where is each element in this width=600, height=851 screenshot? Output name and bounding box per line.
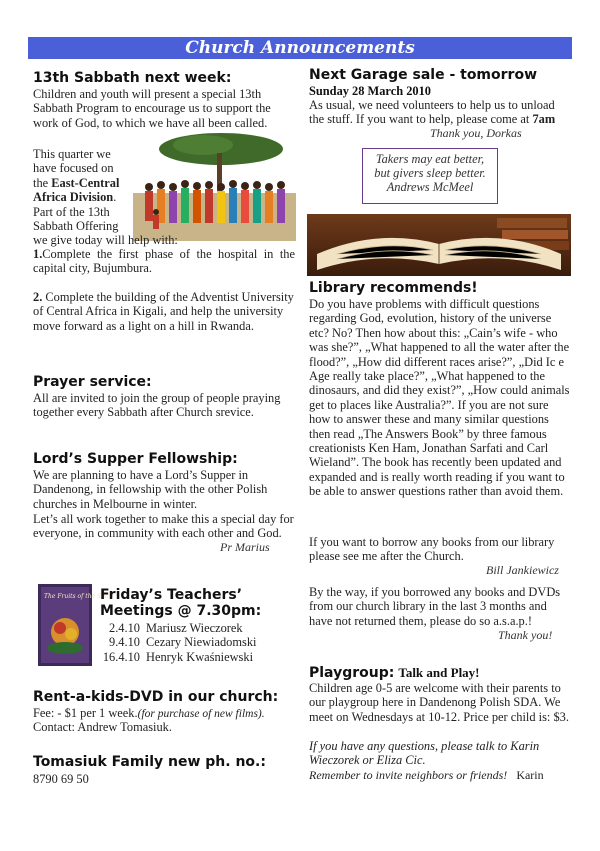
library-text: Do you have problems with difficult questions regarding God, evolution, history of the universe etc? No? Then how about this: „Cain’s wife - who was she?”, „What happened to all the water after the flood?”, „How did different races arise?”, „Did Ic e Age really take place?”, „What happened to the dinosaurs, and did they exist?”, „How could animals get to places like Australia?”. If you are not sure how to answer these and many similar questions then read „The Answers Book” by three famous creationists Ken Ham, Jonathan Sarfati and Carl Wieland”. The book has recently been updated and expanded and is really worth reading if you want to be able to answer questions rather than avoid them.: [309, 297, 570, 499]
teachers-meetings-table: [100, 621, 262, 664]
dvd-fee: Fee: - $1 per 1 week.(for purchase of new films).: [33, 706, 265, 720]
sabbath-focus: This quarter we have focused on the East-Central Africa Division. Part of the 13th Sabbath Offering: [33, 147, 120, 234]
library-signature: Bill Jankiewicz: [486, 563, 559, 577]
sabbath-heading: 13th Sabbath next week:: [33, 70, 232, 86]
library-text-2: If you want to borrow any books from our library please see me after the Church.: [309, 535, 555, 564]
open-book-photo: [307, 214, 571, 276]
library-thanks: Thank you!: [498, 628, 553, 642]
dvd-heading: Rent-a-kids-DVD in our church:: [33, 689, 279, 705]
sabbath-help-intro: we give today will help with:: [33, 233, 178, 247]
playgroup-reminder: Remember to invite neighbors or friends! Karin: [309, 768, 544, 782]
phone-heading: Tomasiuk Family new ph. no.:: [33, 754, 266, 770]
library-text-3: By the way, if you borrowed any books and DVDs from our church library in the last 3 months and have not returned them, please do so a.s.a.p.!: [309, 585, 561, 628]
sabbath-intro: Children and youth will present a special 13th Sabbath Program to encourage us to support the work of God, to which we have all been called.: [33, 87, 271, 130]
quote-line-2: but givers sleep better.: [374, 166, 486, 180]
teachers-heading: Friday’s Teachers’ Meetings @ 7.30pm:: [100, 587, 262, 619]
dvd-cover-image: [38, 584, 115, 666]
phone-number: 8790 69 50: [33, 772, 89, 786]
supper-heading: Lord’s Supper Fellowship:: [33, 451, 238, 467]
table-row: 16.4.10 Henryk Kwaśniewski: [102, 649, 254, 664]
sabbath-item-2: 2. Complete the building of the Adventist University of Central Africa in Kigali, and help the university move forward as a light on a hill in Rwanda.: [33, 290, 294, 333]
supper-text-1: We are planning to have a Lord’s Supper in Dandenong, in fellowship with the other Polish churches in Melbourne in winter.: [33, 468, 268, 511]
table-row: 2.4.10 Mariusz Wieczorek: [109, 621, 243, 635]
sabbath-item-1: 1.Complete the first phase of the hospital in the capital city, Bujumbura.: [33, 247, 295, 276]
prayer-heading: Prayer service:: [33, 374, 152, 390]
page-banner: Church Announcements: [28, 37, 572, 59]
playgroup-heading: Playgroup: Talk and Play!: [309, 665, 480, 681]
library-heading: Library recommends!: [309, 280, 478, 296]
garage-heading: Next Garage sale - tomorrow: [309, 67, 537, 83]
playgroup-question: If you have any questions, please talk to Karin Wieczorek or Eliza Cic.: [309, 739, 540, 768]
quote-box: [362, 148, 498, 204]
dvd-contact: Contact: Andrew Tomasiuk.: [33, 720, 172, 734]
africa-people-photo: [133, 131, 296, 241]
prayer-text: All are invited to join the group of people praying together every Sabbath after Church srevice.: [33, 391, 281, 420]
dvd-cover-title: The Fruits of the Spirit: [44, 593, 115, 600]
garage-text: As usual, we need volunteers to help us to unload the stuff. If you want to help, please come at 7am: [309, 98, 556, 127]
quote-line-1: Takers may eat better,: [375, 152, 485, 166]
garage-date: Sunday 28 March 2010: [309, 84, 431, 98]
supper-signature: Pr Marius: [220, 540, 270, 554]
supper-text-2: Let’s all work together to make this a special day for everyone, in community with each other and God.: [33, 512, 294, 541]
quote-author: Andrews McMeel: [386, 180, 474, 194]
garage-thanks: Thank you, Dorkas: [430, 126, 522, 140]
table-row: 9.4.10 Cezary Niewiadomski: [109, 635, 257, 650]
playgroup-text: Children age 0-5 are welcome with their parents to our playgroup here in Dandenong Polish SDA. We meet on Wednesdays at 10-12. Price per child is: $3.: [309, 681, 569, 724]
